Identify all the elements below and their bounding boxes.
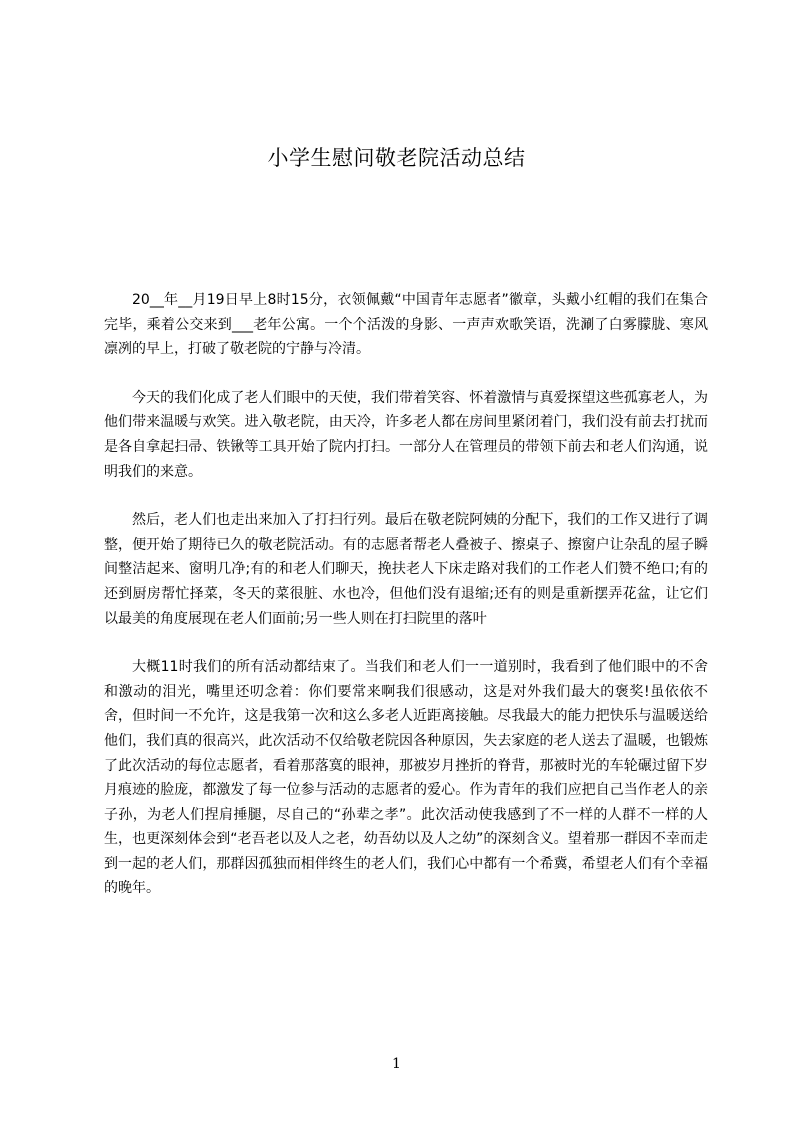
paragraph-activities: 然后，老人们也走出来加入了打扫行列。最后在敬老院阿姨的分配下，我们的工作又进行了调整，便开始了期待已久的敬老院活动。有的志愿者帮老人叠被子、擦桌子、擦窗户让杂乱的屋子瞬间整洁起来、窗明几净;有的和老人们聊天，挽扶老人下床走路对我们的工作老人们赞不绝口;有的还到厨房帮忙择菜，冬天的菜很脏、水也冷，但他们没有退缩;还有的则是重新摆弄花盆，让它们以最美的角度展现在老人们面前;另一些人则在打扫院里的落叶 bbox=[104, 512, 708, 627]
document-title: 小学生慰问敬老院活动总结 bbox=[267, 146, 526, 170]
document-body bbox=[104, 288, 708, 901]
page-number: 1 bbox=[392, 1056, 401, 1072]
paragraph-conclusion: 大概11时我们的所有活动都结束了。当我们和老人们一一道别时，我看到了他们眼中的不舍和激动的泪光，嘴里还叨念着：你们要常来啊我们很感动，这是对外我们最大的褒奖!虽依依不舍，但时间一不允许，这是我第一次和这么多老人近距离接触。尽我最大的能力把快乐与温暖送给他们，我们真的很高兴，此次活动不仅给敬老院因各种原因，失去家庭的老人送去了温暖，也锻炼了此次活动的每位志愿者，看着那落寞的眼神，那被岁月挫折的脊背，那被时光的车轮碾过留下岁月痕迹的脸庞，都激发了每一位参与活动的志愿者的爱心。作为青年的我们应把自己当作老人的亲子孙，为老人们捏肩捶腿，尽自己的“孙辈之孝”。此次活动使我感到了不一样的人群不一样的人生，也更深刻体会到“老吾老以及人之老，幼吾幼以及人之幼”的深刻含义。望着那一群因不幸而走到一起的老人们，那群因孤独而相伴终生的老人们，我们心中都有一个希冀，希望老人们有个幸福的晚年。 bbox=[104, 659, 708, 897]
paragraph-arrival: 20__年__月19日早上8时15分，衣领佩戴“中国青年志愿者”徽章，头戴小红帽的我们在集合完毕，乘着公交来到___老年公寓。一个个活泼的身影、一声声欢歌笑语，洗涮了白雾朦胧、寒风凛冽的早上，打破了敬老院的宁静与冷清。 bbox=[104, 292, 708, 358]
paragraph-visit: 今天的我们化成了老人们眼中的天使，我们带着笑容、怀着激情与真爱探望这些孤寡老人，为他们带来温暖与欢笑。进入敬老院，由天冷，许多老人都在房间里紧闭着门，我们没有前去打扰而是各自拿起扫帚、铁锹等工具开始了院内打扫。一部分人在管理员的带领下前去和老人们沟通，说明我们的来意。 bbox=[104, 389, 708, 480]
